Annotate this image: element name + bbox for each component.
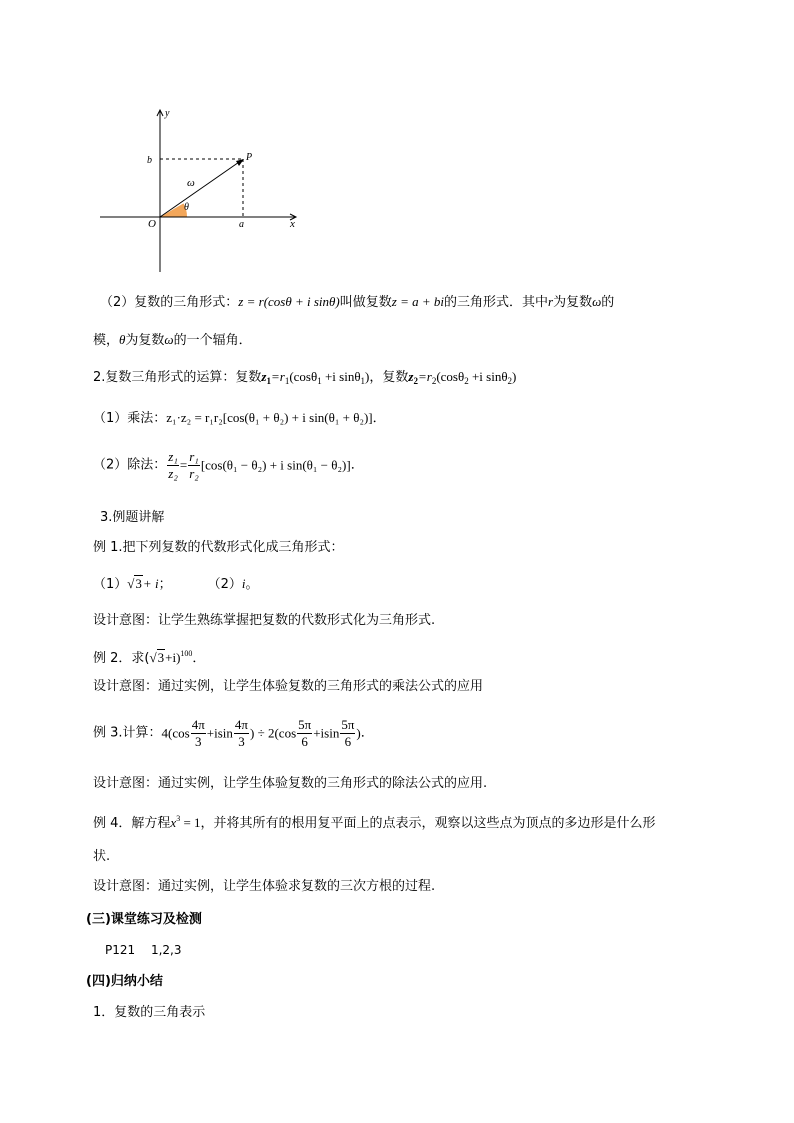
complex-plane-diagram [90, 100, 320, 280]
design-intent-1: 设计意图：让学生熟练掌握把复数的代数形式化为三角形式. [93, 613, 436, 628]
angle-wedge [160, 203, 187, 217]
design-intent-3: 设计意图：通过实例，让学生体验复数的三角形式的除法公式的应用. [93, 776, 488, 791]
example-1-title: 例 1.把下列复数的代数形式化成三角形式： [93, 540, 344, 555]
label-b: b [147, 155, 152, 166]
heading-summary: (四)归纳小结 [86, 974, 163, 989]
example-2: 例 2．求$(√3+i)^{100}$． [93, 649, 206, 666]
label-a: a [239, 219, 244, 230]
label-p: P [246, 152, 253, 163]
trig-form-line2: 模，θ为复数ω的一个辐角． [93, 332, 252, 348]
label-y: y [165, 108, 170, 119]
section-examples-heading: 3.例题讲解 [100, 510, 165, 525]
sqrt3: √3 [127, 576, 142, 591]
z-fraction: $\frac{\text{z₁}}{\text{z₂}}$ [168, 449, 178, 481]
label-o: O [148, 218, 156, 230]
trig-operations-line: 2.复数三角形式的运算：复数$z_1=r_1(\cos\theta_1 +i$ sinθ$_1$)，复数$z_2=r_2(\cos\theta_2 +i$ sinθ$_2$) [93, 369, 517, 386]
summary-item-1: 1．复数的三角表示 [93, 1005, 206, 1020]
example-3: 例 3.计算：4(cos $\frac{4\pi}{3}$ +isin $\frac{4\pi}{3}$ ) ÷ 2(cos $\frac{5\pi}{6}$ +isin $\frac{5\pi}{6}$ )． [93, 717, 374, 749]
division-formula: （2）除法： $\frac{\text{z₁}}{\text{z₂}}$ = $\frac{\text{r₁}}{\text{r₂}}$ [cos(θ₁ − θ₂) + i sin(θ₁ − θ₂)]． [93, 449, 364, 481]
example-1-items: （1）√3+ i； （2）i。 [93, 576, 259, 592]
trig-form-line1: （2）复数的三角形式：z = r(cosθ + i sinθ)叫做复数z = a + bi的三角形式．其中r为复数ω的 [100, 294, 615, 310]
example-4-line2: 状. [93, 849, 111, 864]
heading-practice: (三)课堂练习及检测 [86, 912, 202, 927]
example-4-line1: 例 4．解方程$x^3 = 1$，并将其所有的根用复平面上的点表示，观察以这些点为顶点的多边形是什么形 [93, 814, 656, 831]
label-omega: ω [187, 177, 195, 189]
practice-pages: P121 1,2,3 [105, 943, 182, 957]
vector-op [160, 160, 242, 217]
r-fraction: $\frac{\text{r₁}}{\text{r₂}}$ [189, 449, 199, 481]
multiplication-formula: （1）乘法：z₁·z₂ = r₁r₂[cos(θ₁ + θ₂) + i sin(θ₁ + θ₂)]． [93, 410, 386, 426]
label-x: x [290, 218, 295, 230]
label-theta: θ [184, 202, 189, 213]
design-intent-2: 设计意图：通过实例，让学生体验复数的三角形式的乘法公式的应用 [93, 679, 484, 694]
design-intent-4: 设计意图：通过实例，让学生体验求复数的三次方根的过程. [93, 879, 436, 894]
vector-arrowhead [236, 159, 244, 166]
